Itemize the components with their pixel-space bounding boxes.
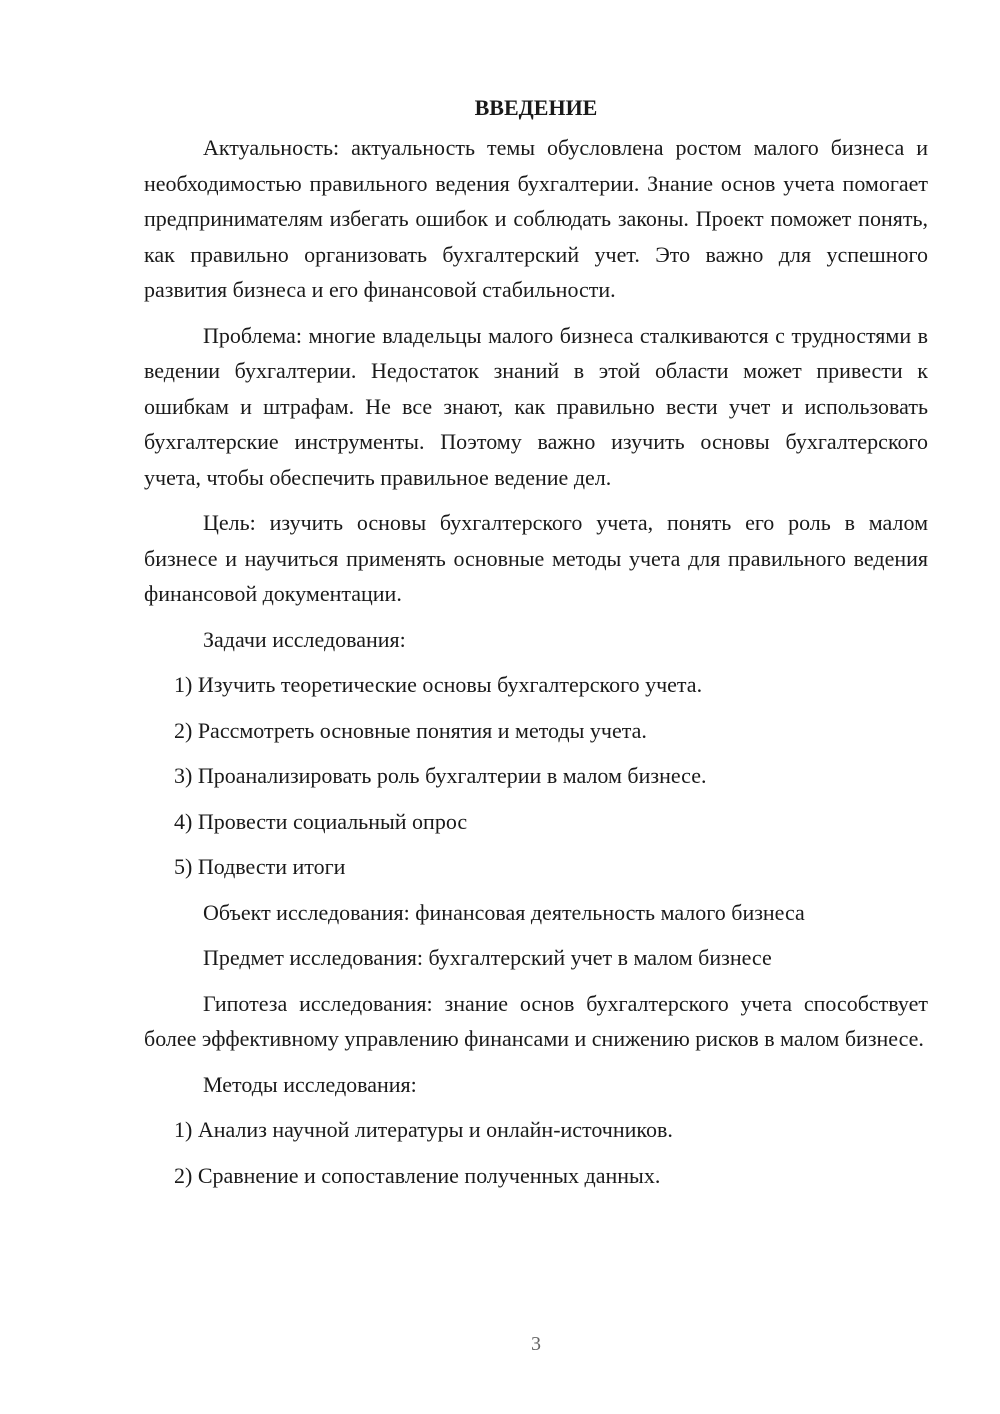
relevance-paragraph: Актуальность: актуальность темы обусловлена ростом малого бизнеса и необходимостью правильного ведения бухгалтерии. Знание основ учета помогает предпринимателям избегать ошибок и соблюдать законы. Проект поможет понять, как правильно организовать бухгалтерский учет. Это важно для успешного развития бизнеса и его финансовой стабильности. [144,135,928,302]
goal-paragraph: Цель: изучить основы бухгалтерского учета, понять его роль в малом бизнесе и научиться применять основные методы учета для правильного ведения финансовой документации. [144,510,928,606]
task-item: 1) Изучить теоретические основы бухгалтерского учета. [174,672,703,697]
task-item: 4) Провести социальный опрос [174,808,468,834]
hypothesis-paragraph: Гипотеза исследования: знание основ бухгалтерского учета способствует более эффективному управлению финансами и снижению рисков в малом бизнесе. [144,990,928,1051]
method-item: 1) Анализ научной литературы и онлайн-источников. [174,1117,673,1142]
document-page [144,90,928,1203]
task-item: 2) Рассмотреть основные понятия и методы учета. [174,717,647,743]
research-object: Объект исследования: финансовая деятельность малого бизнеса [203,899,805,925]
method-item: 2) Сравнение и сопоставление полученных данных. [174,1162,661,1188]
page-number: 3 [531,1333,541,1355]
tasks-heading: Задачи исследования: [203,626,406,652]
section-title: ВВЕДЕНИЕ [474,95,598,120]
task-item: 3) Проанализировать роль бухгалтерии в малом бизнесе. [174,763,707,788]
problem-paragraph: Проблема: многие владельцы малого бизнеса сталкиваются с трудностями в ведении бухгалтерии. Недостаток знаний в этой области может привести к ошибкам и штрафам. Не все знают, как правильно вести учет и использовать бухгалтерские инструменты. Поэтому важно изучить основы бухгалтерского учета, чтобы обеспечить правильное ведение дел. [144,322,928,490]
task-item: 5) Подвести итоги [174,854,346,879]
methods-heading: Методы исследования: [203,1071,417,1097]
research-subject: Предмет исследования: бухгалтерский учет в малом бизнесе [203,945,772,970]
